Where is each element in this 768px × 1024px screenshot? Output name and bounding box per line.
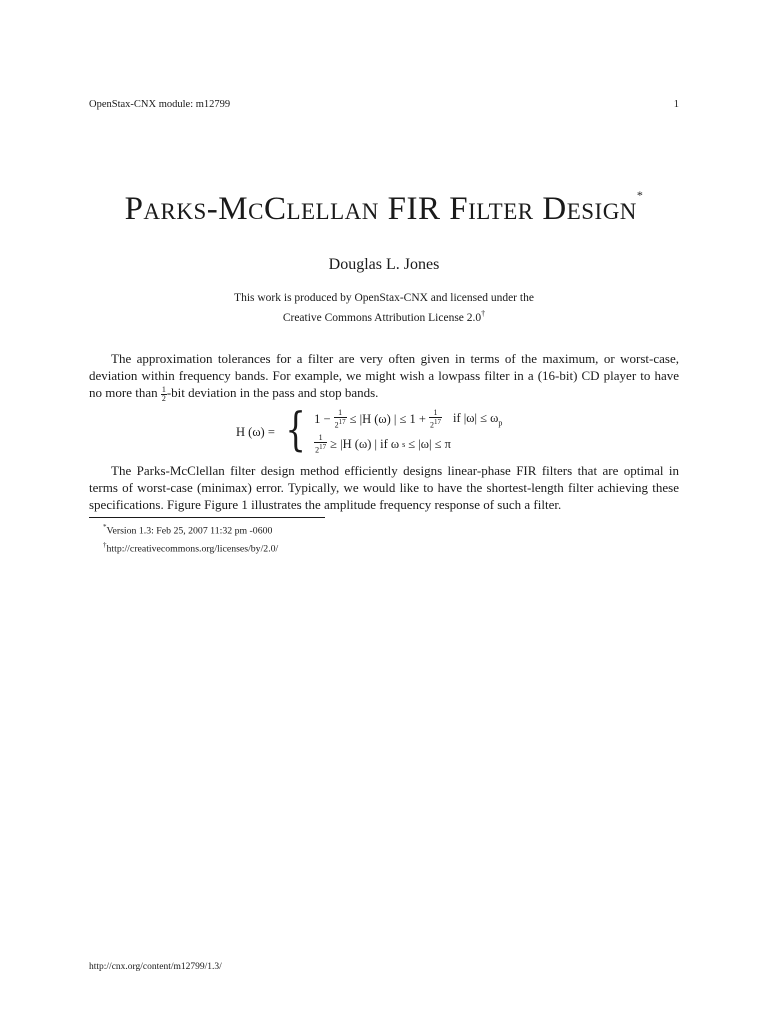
title-footnote-mark: * [636, 188, 644, 202]
license-line-2 [89, 306, 679, 326]
paragraph1-text: The approximation tolerances for a filter are very often given in terms of the maximum, or worst-case, deviation within frequency bands. For example, we might wish a lowpass filter in a (16-bit) CD player to have no more than [89, 351, 679, 400]
paragraph-parks-mcclellan [89, 462, 679, 513]
footer-url[interactable]: http://cnx.org/content/m12799/1.3/ [89, 962, 222, 972]
page-number: 1 [673, 99, 679, 110]
equation-case-passband: 1 − $\frac{1}{2^{17}}$ ≤ |H (ω) | ≤ 1 + $\frac{1}{2^{17}}$ if $|\omega| \le \omega_p$ [314, 408, 503, 430]
cases-brace: { [285, 402, 306, 456]
equation-lhs: H (ω) = [236, 424, 275, 439]
footnote-version: *Version 1.3: Feb 25, 2007 11:32 pm -0600 [103, 523, 273, 537]
tolerance-equation [236, 402, 503, 457]
footnote-license-url[interactable]: †http://creativecommons.org/licenses/by/2.0/ [103, 541, 279, 555]
author-name: Douglas L. Jones [328, 256, 440, 273]
half-fraction: $\frac{1}{2}$ [161, 384, 166, 403]
equation-cases [314, 409, 502, 454]
license-footnote-mark: † [481, 309, 486, 318]
paragraph-tolerances [89, 350, 679, 403]
license-name: Creative Commons Attribution License 2.0 [282, 311, 482, 324]
running-header [89, 99, 679, 110]
document-title [89, 188, 679, 228]
module-id: OpenStax-CNX module: m12799 [89, 99, 231, 110]
license-notice [89, 290, 679, 326]
paragraph1-text-after: -bit deviation in the pass and stop bands. [166, 385, 379, 400]
footnotes [89, 520, 679, 557]
equation-case-stopband: $\frac{1}{2^{17}}$ ≥ |H (ω) | if ω s ≤ |ω| ≤ π [315, 433, 451, 455]
title-text: Parks-McClellan FIR Filter Design [124, 191, 637, 227]
paragraph2-text: The Parks-McClellan filter design method efficiently designs linear-phase FIR filters that are optimal in terms of worst-case (minimax) error. Typically, we would like to have the shortest-length filter achieving these specifications. Figure Figure 1 illustrates the amplitude frequency response of such a filter. [89, 463, 679, 512]
license-line-1: This work is produced by OpenStax-CNX and licensed under the [234, 292, 534, 304]
footnote-divider [89, 517, 325, 518]
